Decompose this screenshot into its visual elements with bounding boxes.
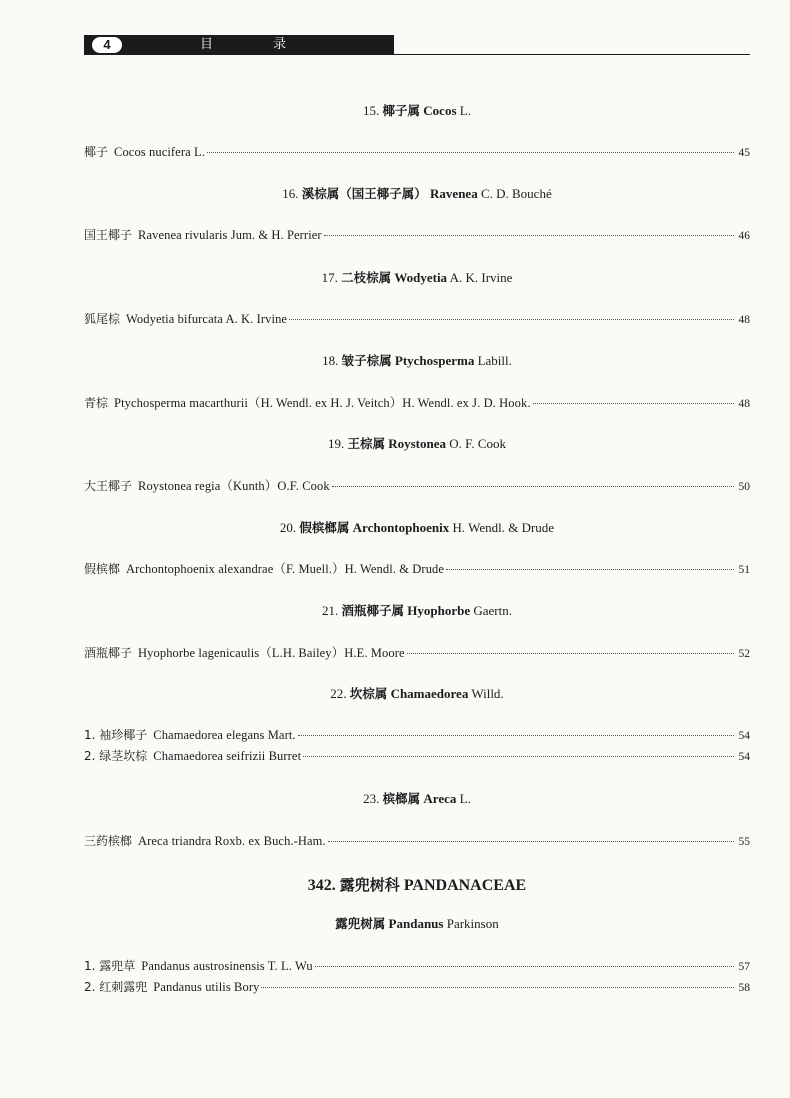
entry-page-number: 54: [738, 751, 750, 763]
genus-chinese-name: 椰子属: [382, 103, 421, 118]
entry-chinese-name: 2. 绿茎坎棕: [84, 749, 148, 763]
genus-number: 20.: [279, 520, 297, 535]
genus-number: 17.: [321, 270, 338, 285]
leader-dots: [328, 840, 734, 842]
entry-page-number: 57: [738, 961, 750, 973]
toc-entry[interactable]: [84, 726, 750, 742]
entry-page-number: 48: [738, 398, 750, 410]
entry-page-number: 51: [738, 564, 750, 576]
genus-latin-name: Cocos: [423, 103, 457, 118]
genus-number: 19.: [327, 436, 345, 451]
genus-chinese-name: 皱子棕属: [341, 353, 392, 368]
genus-author: Willd.: [471, 686, 504, 701]
genus-latin-name: Pandanus: [388, 916, 444, 931]
entry-species-name: Cocos nucifera L.: [114, 145, 205, 159]
leader-dots: [207, 151, 734, 153]
genus-number: 15.: [363, 103, 380, 118]
entry-page-number: 54: [738, 730, 750, 742]
toc-entry[interactable]: [84, 226, 750, 242]
entry-chinese-name: 青棕: [84, 396, 109, 410]
genus-number: 18.: [322, 353, 339, 368]
leader-dots: [446, 568, 734, 570]
toc-entry[interactable]: [84, 559, 750, 575]
family-number: 342.: [307, 877, 336, 894]
genus-latin-name: Ravenea: [430, 186, 478, 201]
genus-heading: [84, 601, 750, 619]
genus-latin-name: Ptychosperma: [394, 353, 475, 368]
leader-dots: [332, 485, 734, 487]
entry-chinese-name: 假槟榔: [84, 562, 121, 576]
genus-heading: [84, 518, 750, 536]
leader-dots: [315, 965, 734, 967]
genus-chinese-name: 坎棕属: [349, 686, 388, 701]
entry-page-number: 50: [738, 481, 750, 493]
genus-author: A. K. Irvine: [449, 270, 513, 285]
genus-number: 22.: [330, 686, 347, 701]
genus-heading: [84, 101, 750, 119]
entry-page-number: 48: [738, 314, 750, 326]
entry-species-name: Pandanus utilis Bory: [153, 980, 260, 994]
genus-latin-name: Roystonea: [388, 436, 447, 451]
entry-page-number: 52: [738, 648, 750, 660]
genus-author: L.: [459, 791, 471, 806]
entry-page-number: 55: [738, 836, 750, 848]
genus-author: Labill.: [477, 353, 512, 368]
genus-latin-name: Chamaedorea: [390, 686, 469, 701]
genus-chinese-name: 露兜树属: [335, 916, 386, 931]
toc-entry[interactable]: [84, 957, 750, 973]
genus-chinese-name: 二枝棕属: [341, 270, 392, 285]
entry-species-name: Archontophoenix alexandrae（F. Muell.）H. Wendl. & Drude: [126, 562, 445, 576]
entry-species-name: Chamaedorea elegans Mart.: [153, 728, 296, 742]
family-chinese-name: 露兜树科: [339, 876, 400, 894]
entry-chinese-name: 酒瓶椰子: [84, 646, 133, 660]
genus-heading: [84, 684, 750, 702]
genus-heading: [84, 184, 750, 202]
entry-species-name: Pandanus austrosinensis T. L. Wu: [141, 959, 313, 973]
entry-chinese-name: 2. 红刺露兜: [84, 980, 148, 994]
toc-entry[interactable]: [84, 476, 750, 492]
genus-chinese-name: 溪棕属（国王椰子属）: [301, 186, 427, 201]
entry-species-name: Ptychosperma macarthurii（H. Wendl. ex H. J. Veitch）H. Wendl. ex J. D. Hook.: [114, 396, 531, 410]
entry-page-number: 45: [738, 147, 750, 159]
genus-heading: [84, 434, 750, 452]
genus-number: 23.: [363, 791, 380, 806]
genus-heading: [84, 351, 750, 369]
entry-species-name: Ravenea rivularis Jum. & H. Perrier: [138, 228, 322, 242]
entry-species-name: Wodyetia bifurcata A. K. Irvine: [126, 312, 288, 326]
entry-species-name: Hyophorbe lagenicaulis（L.H. Bailey）H.E. Moore: [138, 646, 405, 660]
toc-entry[interactable]: [84, 643, 750, 659]
genus-latin-name: Areca: [423, 791, 457, 806]
genus-author: H. Wendl. & Drude: [452, 520, 555, 535]
entry-species-name: Chamaedorea seifrizii Burret: [153, 749, 302, 763]
entry-species-name: Areca triandra Roxb. ex Buch.-Ham.: [138, 834, 326, 848]
entry-chinese-name: 1. 露兜草: [84, 959, 136, 973]
genus-chinese-name: 假槟榔属: [299, 520, 350, 535]
toc-entry[interactable]: [84, 747, 750, 763]
entry-chinese-name: 狐尾棕: [84, 312, 121, 326]
genus-heading: [84, 914, 750, 932]
entry-species-name: Roystonea regia（Kunth）O.F. Cook: [138, 479, 330, 493]
leader-dots: [324, 234, 734, 236]
entry-chinese-name: 国王椰子: [84, 228, 133, 242]
entry-page-number: 58: [738, 982, 750, 994]
entry-chinese-name: 1. 袖珍椰子: [84, 728, 148, 742]
toc-entry[interactable]: [84, 310, 750, 326]
leader-dots: [261, 986, 734, 988]
toc-entry[interactable]: [84, 143, 750, 159]
entry-chinese-name: 椰子: [84, 145, 109, 159]
genus-chinese-name: 酒瓶椰子属: [341, 603, 405, 618]
genus-chinese-name: 槟榔属: [382, 791, 421, 806]
genus-author: O. F. Cook: [449, 436, 507, 451]
genus-author: Parkinson: [446, 916, 499, 931]
toc-entry[interactable]: [84, 832, 750, 848]
family-heading: [84, 874, 750, 895]
running-header-title: 目 录: [200, 37, 315, 52]
genus-chinese-name: 王棕属: [347, 436, 385, 451]
genus-author: L.: [459, 103, 471, 118]
leader-dots: [407, 652, 734, 654]
leader-dots: [289, 318, 734, 320]
family-latin-name: PANDANACEAE: [403, 877, 527, 894]
header-rule: [84, 54, 750, 55]
toc-entry[interactable]: [84, 978, 750, 994]
genus-latin-name: Hyophorbe: [407, 603, 471, 618]
genus-latin-name: Archontophoenix: [352, 520, 450, 535]
genus-number: 21.: [322, 603, 339, 618]
leader-dots: [533, 402, 734, 404]
entry-chinese-name: 三药槟榔: [84, 834, 133, 848]
genus-heading: [84, 268, 750, 286]
genus-author: C. D. Bouché: [480, 186, 552, 201]
genus-latin-name: Wodyetia: [394, 270, 448, 285]
entry-page-number: 46: [738, 230, 750, 242]
genus-author: Gaertn.: [473, 603, 512, 618]
entry-chinese-name: 大王椰子: [84, 479, 133, 493]
page-number: 4: [92, 37, 122, 53]
leader-dots: [303, 755, 734, 757]
genus-heading: [84, 789, 750, 807]
genus-number: 16.: [282, 186, 299, 201]
toc-entry[interactable]: [84, 393, 750, 409]
leader-dots: [298, 734, 734, 736]
